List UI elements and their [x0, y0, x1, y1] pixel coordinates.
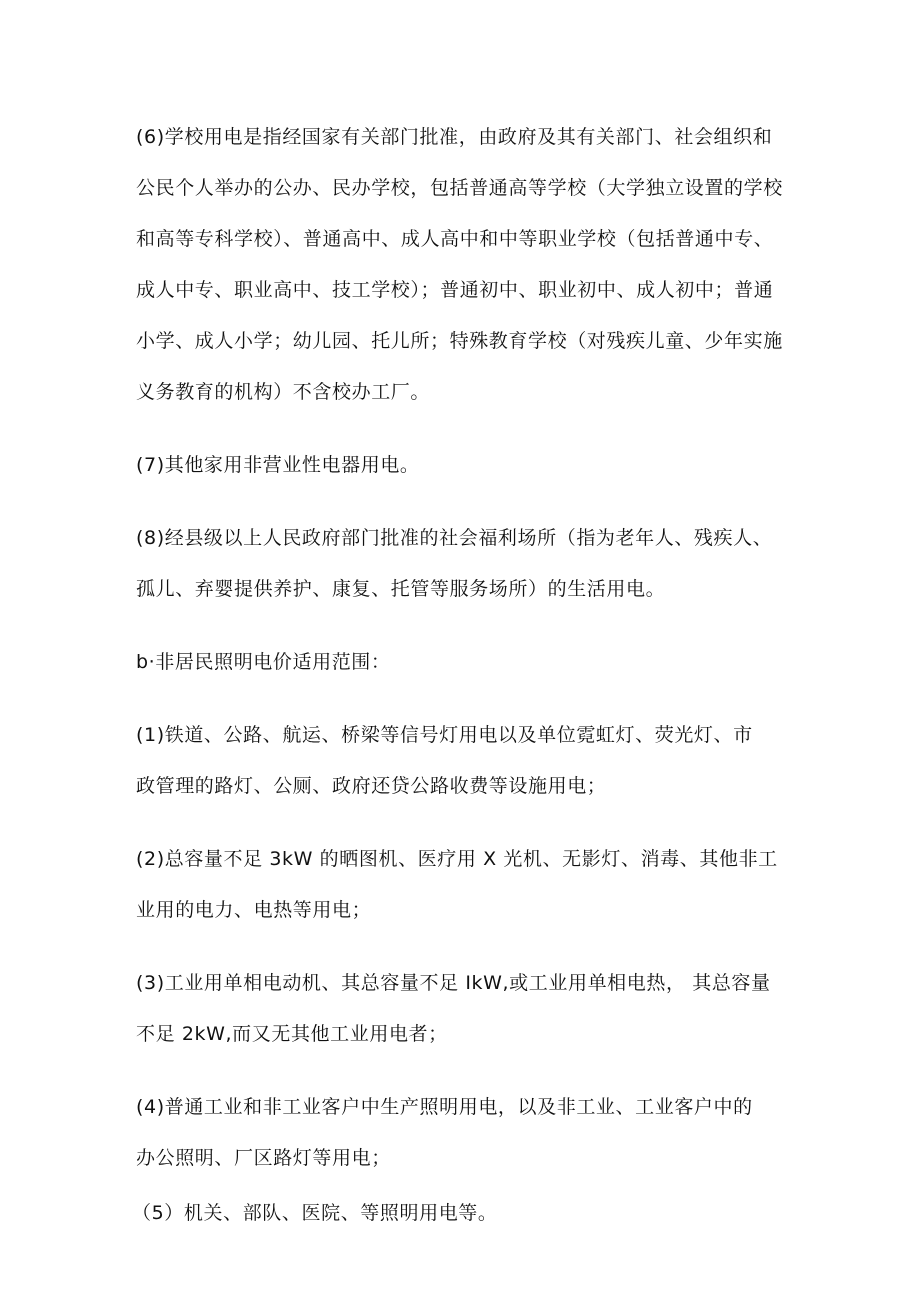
paragraph-b2-small-capacity [136, 834, 840, 936]
paragraph-spacer [136, 418, 840, 440]
paragraph-spacer [136, 491, 840, 513]
text-line: 办公照明、厂区路灯等用电； [136, 1147, 391, 1169]
paragraph-8-welfare-facilities [136, 513, 840, 615]
paragraph-6-school-electricity [136, 112, 840, 418]
text-line: (7)其他家用非营业性电器用电。 [136, 454, 420, 476]
section-heading-b [136, 637, 840, 688]
text-line: (3)工业用单相电动机、其总容量不足 IkW,或工业用单相电热， 其总容量 [136, 972, 771, 994]
text-line: 成人中专、职业高中、技工学校）；普通初中、职业初中、成人初中；普通 [136, 279, 774, 301]
text-line: 和高等专科学校）、普通高中、成人高中和中等职业学校（包括普通中专、 [136, 228, 774, 250]
heading-line: b·非居民照明电价适用范围： [136, 651, 391, 673]
paragraph-spacer [136, 1060, 840, 1082]
text-line: 小学、成人小学；幼儿园、托儿所；特殊教育学校（对残疾儿童、少年实施 [136, 330, 783, 352]
text-line: 义务教育的机构）不含校办工厂。 [136, 381, 431, 403]
text-line: 业用的电力、电热等用电； [136, 899, 372, 921]
text-line: (1)铁道、公路、航运、桥梁等信号灯用电以及单位霓虹灯、荧光灯、市 [136, 724, 753, 746]
text-line: (2)总容量不足 3kW 的晒图机、医疗用 X 光机、无影灯、消毒、其他非工 [136, 848, 778, 870]
paragraph-spacer [136, 812, 840, 834]
text-line: 政管理的路灯、公厕、政府还贷公路收费等设施用电； [136, 775, 607, 797]
paragraph-b1-signal-lights [136, 710, 840, 812]
text-line: 公民个人举办的公办、民办学校，包括普通高等学校（大学独立设置的学校 [136, 177, 783, 199]
paragraph-spacer [136, 615, 840, 637]
paragraph-7-household-appliances [136, 440, 840, 491]
paragraph-b3-single-phase [136, 958, 840, 1060]
text-line: 不足 2kW,而又无其他工业用电者； [136, 1023, 448, 1045]
text-line: (4)普通工业和非工业客户中生产照明用电，以及非工业、工业客户中的 [136, 1096, 753, 1118]
paragraph-spacer [136, 688, 840, 710]
text-line: (8)经县级以上人民政府部门批准的社会福利场所（指为老年人、残疾人、 [136, 527, 773, 549]
paragraph-spacer [136, 936, 840, 958]
text-line: （5）机关、部队、医院、等照明用电等。 [132, 1202, 498, 1224]
text-line: 孤儿、弃婴提供养护、康复、托管等服务场所）的生活用电。 [136, 578, 666, 600]
text-line: (6)学校用电是指经国家有关部门批准，由政府及其有关部门、社会组织和 [136, 126, 773, 148]
paragraph-b5-institutions [132, 1188, 840, 1239]
paragraph-b4-production-lighting [136, 1082, 840, 1184]
